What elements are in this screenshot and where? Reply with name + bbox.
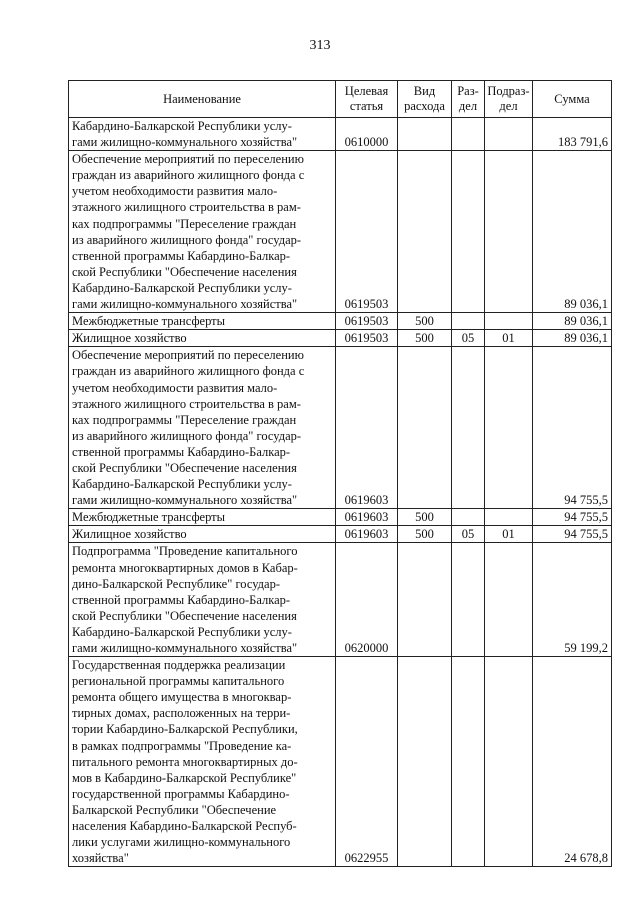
table-row (69, 151, 612, 313)
row-target-article-cell: 0619503 (336, 313, 398, 330)
row-target-article-cell: 0619503 (336, 330, 398, 347)
row-expense-kind-cell: 500 (398, 526, 452, 543)
row-expense-kind-cell (398, 543, 452, 657)
row-expense-kind-cell: 500 (398, 313, 452, 330)
table-row (69, 509, 612, 526)
table-row (69, 347, 612, 509)
row-section-cell (452, 151, 485, 313)
row-name-text: Жилищное хозяйство (72, 527, 187, 542)
row-target-article-cell: 0619503 (336, 151, 398, 313)
row-expense-kind-cell (398, 151, 452, 313)
row-section-cell (452, 347, 485, 509)
row-section-cell: 05 (452, 526, 485, 543)
row-expense-kind-cell: 500 (398, 330, 452, 347)
row-expense-kind-cell (398, 347, 452, 509)
row-section-cell (452, 543, 485, 657)
row-name-cell (69, 657, 336, 867)
header-expense-kind: Вид расхода (398, 81, 452, 118)
row-name-cell (69, 330, 336, 347)
row-subsection-cell (485, 509, 533, 526)
row-subsection-cell: 01 (485, 330, 533, 347)
row-target-article-cell: 0610000 (336, 118, 398, 151)
row-name-cell (69, 526, 336, 543)
row-sum-cell: 89 036,1 (533, 330, 612, 347)
row-name-cell (69, 543, 336, 657)
row-target-article-cell: 0620000 (336, 543, 398, 657)
table-header-row (69, 81, 612, 118)
header-section: Раз- дел (452, 81, 485, 118)
table-row (69, 657, 612, 867)
row-name-cell (69, 118, 336, 151)
row-subsection-cell (485, 151, 533, 313)
row-subsection-cell (485, 118, 533, 151)
row-section-cell: 05 (452, 330, 485, 347)
row-name-cell (69, 313, 336, 330)
row-sum-cell: 89 036,1 (533, 151, 612, 313)
row-name-text: Государственная поддержка реализации региональной программы капитального ремонта общего имущества в многоквар- тирных домах, расположенных на терри- тории Кабардино-Балкарской Республики, в рамках подпрограммы "Проведение ка- питального ремонта многоквартирных до- мов в Кабардино-Балкарской Республике" государственной программы Кабардино- Балкарской Республики "Обеспечение населения Кабардино-Балкарской Респуб- лики услугами жилищно-коммунального хозяйства" (72, 658, 298, 866)
budget-table (68, 80, 612, 867)
row-subsection-cell (485, 657, 533, 867)
row-section-cell (452, 657, 485, 867)
page-number: 313 (309, 38, 331, 53)
row-sum-cell: 94 755,5 (533, 526, 612, 543)
row-name-cell (69, 151, 336, 313)
table-row (69, 330, 612, 347)
row-expense-kind-cell: 500 (398, 509, 452, 526)
table-row (69, 313, 612, 330)
row-sum-cell: 94 755,5 (533, 347, 612, 509)
row-name-cell (69, 509, 336, 526)
row-section-cell (452, 118, 485, 151)
header-target-article: Целевая статья (336, 81, 398, 118)
row-name-text: Подпрограмма "Проведение капитального ремонта многоквартирных домов в Кабар- дино-Балкарской Республике" государ- ственной программы Кабардино-Балкар- ской Республики "Обеспечение населения Кабардино-Балкарской Республики услу- гами жилищно-коммунального хозяйства" (72, 544, 298, 655)
table-row (69, 526, 612, 543)
row-section-cell (452, 313, 485, 330)
table-row (69, 543, 612, 657)
row-section-cell (452, 509, 485, 526)
row-subsection-cell (485, 347, 533, 509)
row-sum-cell: 183 791,6 (533, 118, 612, 151)
header-subsection: Подраз- дел (485, 81, 533, 118)
row-name-text: Жилищное хозяйство (72, 331, 187, 346)
row-expense-kind-cell (398, 118, 452, 151)
row-target-article-cell: 0619603 (336, 347, 398, 509)
row-sum-cell: 59 199,2 (533, 543, 612, 657)
header-name: Наименование (69, 81, 336, 118)
row-name-text: Межбюджетные трансферты (72, 314, 226, 329)
header-sum: Сумма (533, 81, 612, 118)
row-name-text: Кабардино-Балкарской Республики услу- гами жилищно-коммунального хозяйства" (72, 119, 298, 150)
row-name-cell (69, 347, 336, 509)
row-target-article-cell: 0619603 (336, 526, 398, 543)
row-subsection-cell (485, 543, 533, 657)
row-name-text: Обеспечение мероприятий по переселению граждан из аварийного жилищного фонда с учетом необходимости развития мало- этажного жилищного строительства в рам- ках подпрограммы "Переселение граждан из аварийного жилищного фонда" государ- ственной программы Кабардино-Балкар- ской Республики "Обеспечение населения Кабардино-Балкарской Республики услу- гами жилищно-коммунального хозяйства" (72, 348, 305, 508)
row-target-article-cell: 0619603 (336, 509, 398, 526)
row-name-text: Межбюджетные трансферты (72, 510, 226, 525)
row-subsection-cell: 01 (485, 526, 533, 543)
row-sum-cell: 89 036,1 (533, 313, 612, 330)
row-name-text: Обеспечение мероприятий по переселению граждан из аварийного жилищного фонда с учетом необходимости развития мало- этажного жилищного строительства в рам- ках подпрограммы "Переселение граждан из аварийного жилищного фонда" государ- ственной программы Кабардино-Балкар- ской Республики "Обеспечение населения Кабардино-Балкарской Республики услу- гами жилищно-коммунального хозяйства" (72, 152, 305, 312)
row-subsection-cell (485, 313, 533, 330)
row-sum-cell: 24 678,8 (533, 657, 612, 867)
row-target-article-cell: 0622955 (336, 657, 398, 867)
table-row (69, 118, 612, 151)
row-sum-cell: 94 755,5 (533, 509, 612, 526)
row-expense-kind-cell (398, 657, 452, 867)
